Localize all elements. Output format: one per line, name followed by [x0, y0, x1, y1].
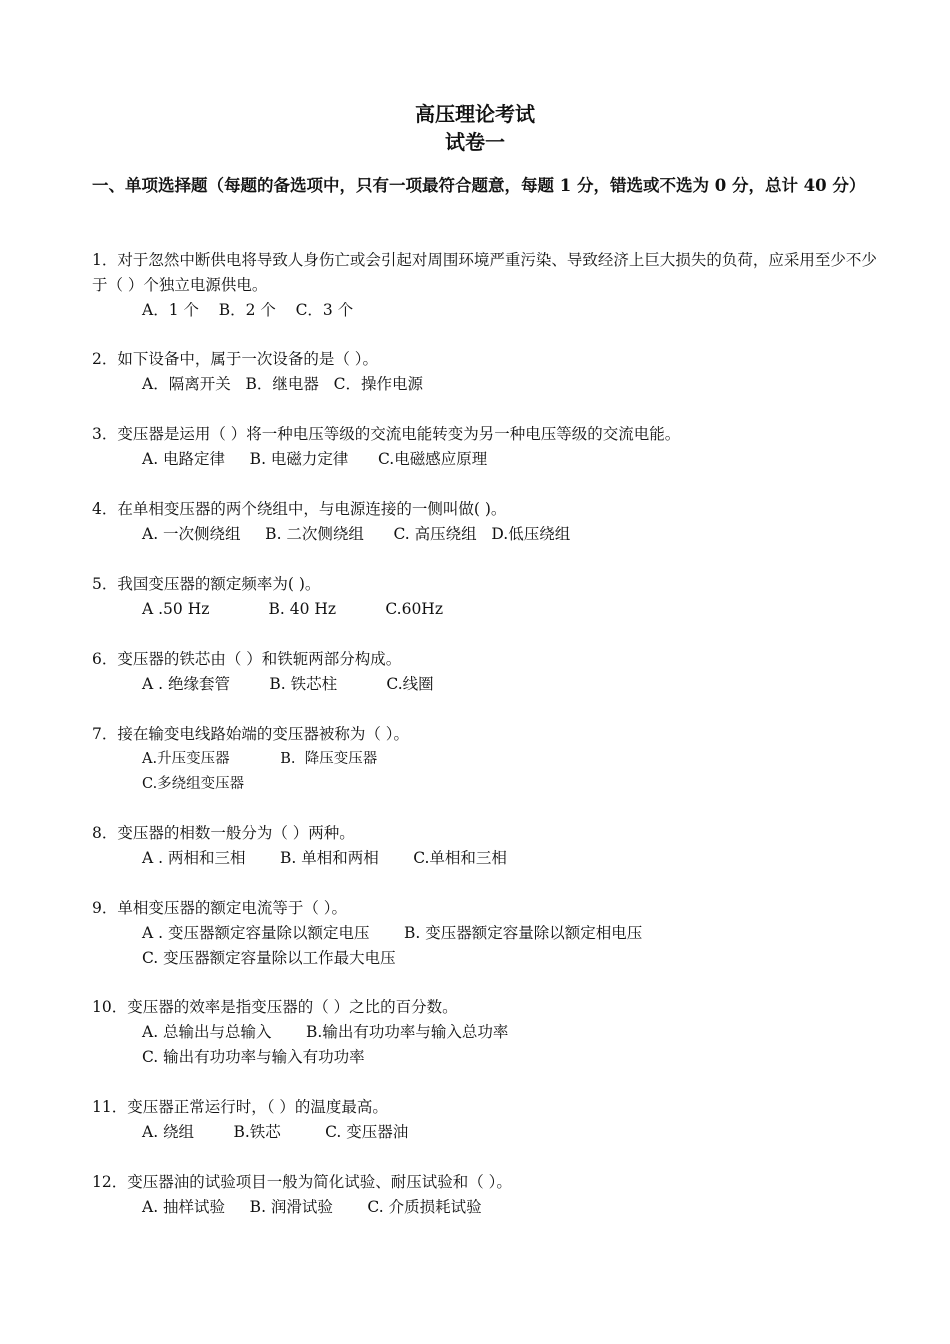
question-options	[92, 372, 882, 397]
question-stem: 6．变压器的铁芯由（ ）和铁轭两部分构成。	[92, 650, 402, 668]
option-line: A . 变压器额定容量除以额定电压 B. 变压器额定容量除以额定相电压	[142, 924, 643, 942]
question-2	[92, 347, 882, 397]
question-options	[92, 921, 882, 971]
question-6	[92, 647, 882, 697]
page-title: 高压理论考试	[415, 102, 535, 126]
question-9	[92, 896, 882, 971]
question-stem: 4．在单相变压器的两个绕组中，与电源连接的一侧叫做( )。	[92, 500, 507, 518]
option-line: A. 电路定律 B. 电磁力定律 C.电磁感应原理	[142, 450, 488, 468]
question-1	[92, 248, 882, 323]
question-stem: 5．我国变压器的额定频率为( )。	[92, 575, 321, 593]
question-10	[92, 995, 882, 1070]
page-subtitle: 试卷一	[445, 130, 505, 154]
question-stem: 8．变压器的相数一般分为（ ）两种。	[92, 824, 355, 842]
question-options	[92, 1195, 882, 1220]
question-options	[92, 597, 882, 622]
question-7	[92, 722, 882, 797]
question-stem: 9．单相变压器的额定电流等于（ ）。	[92, 899, 348, 917]
question-5	[92, 572, 882, 622]
question-options	[92, 672, 882, 697]
question-options	[92, 447, 882, 472]
question-stem: 11．变压器正常运行时，（ ）的温度最高。	[92, 1098, 388, 1116]
question-12	[92, 1170, 882, 1220]
question-4	[92, 497, 882, 547]
option-line: A. 一次侧绕组 B. 二次侧绕组 C. 高压绕组 D.低压绕组	[142, 525, 571, 543]
option-line: A .50 Hz B. 40 Hz C.60Hz	[142, 600, 443, 618]
question-options	[92, 747, 882, 797]
question-stem: 2．如下设备中，属于一次设备的是（ ）。	[92, 350, 379, 368]
option-line: A．隔离开关 B．继电器 C．操作电源	[142, 375, 424, 393]
question-8	[92, 821, 882, 871]
option-line: C. 输出有功功率与输入有功功率	[142, 1048, 365, 1066]
question-stem: 10．变压器的效率是指变压器的（ ）之比的百分数。	[92, 998, 458, 1016]
option-line: A. 总输出与总输入 B.输出有功功率与输入总功率	[142, 1023, 509, 1041]
option-line: A . 绝缘套管 B. 铁芯柱 C.线圈	[142, 675, 434, 693]
option-line: C.多绕组变压器	[142, 776, 245, 792]
question-stem: 7．接在输变电线路始端的变压器被称为（ ）。	[92, 725, 410, 743]
question-stem: 3．变压器是运用（ ）将一种电压等级的交流电能转变为另一种电压等级的交流电能。	[92, 425, 681, 443]
option-line: A.升压变压器 B. 降压变压器	[142, 751, 378, 767]
section-heading: 一、单项选择题（每题的备选项中，只有一项最符合题意，每题 1 分，错选或不选为 0 分，总计 40 分）	[92, 176, 866, 195]
option-line: A. 绕组 B.铁芯 C. 变压器油	[142, 1123, 409, 1141]
option-line: A . 两相和三相 B. 单相和两相 C.单相和三相	[142, 849, 507, 867]
question-options	[92, 522, 882, 547]
question-options	[92, 846, 882, 871]
question-11	[92, 1095, 882, 1145]
question-stem: 1．对于忽然中断供电将导致人身伤亡或会引起对周围环境严重污染、导致经济上巨大损失的负荷，应采用至少不少于（ ）个独立电源供电。	[92, 251, 877, 294]
question-options	[92, 298, 882, 323]
question-3	[92, 422, 882, 472]
question-stem: 12．变压器油的试验项目一般为简化试验、耐压试验和（ ）。	[92, 1173, 512, 1191]
question-options	[92, 1020, 882, 1070]
option-line: A. 抽样试验 B. 润滑试验 C. 介质损耗试验	[142, 1198, 482, 1216]
option-line: A．1 个 B．2 个 C．3 个	[142, 301, 354, 319]
question-options	[92, 1120, 882, 1145]
option-line: C. 变压器额定容量除以工作最大电压	[142, 949, 396, 967]
